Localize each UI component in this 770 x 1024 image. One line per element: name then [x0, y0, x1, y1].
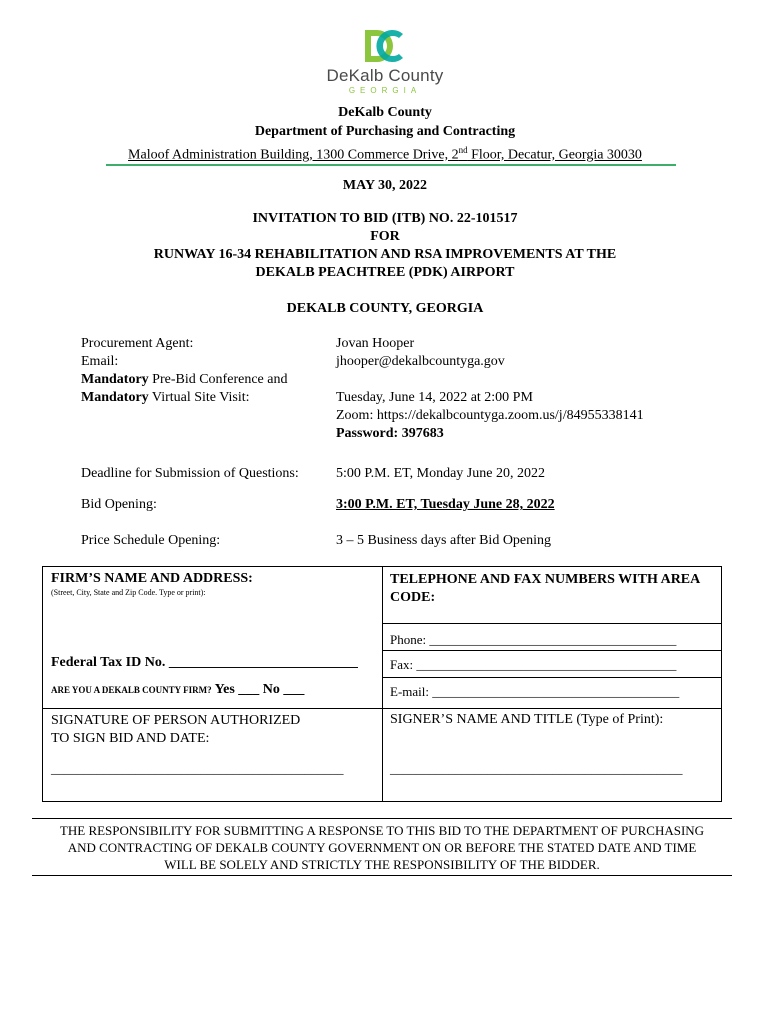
- conference-label-1: [81, 371, 287, 389]
- bidder-form: [42, 566, 722, 802]
- signer-title: SIGNER’S NAME AND TITLE (Type of Print):: [390, 712, 664, 727]
- signature-line[interactable]: _____________________________________________: [51, 761, 344, 776]
- logo-name: DeKalb County: [326, 66, 444, 85]
- firm-cell: [43, 567, 383, 709]
- org-name: DeKalb County: [338, 105, 432, 120]
- itb-line2: FOR: [370, 229, 400, 244]
- email-label: Email:: [81, 354, 119, 369]
- signer-cell: [383, 709, 722, 802]
- sig-title-1: SIGNATURE OF PERSON AUTHORIZED: [51, 713, 301, 728]
- document-header: [0, 103, 770, 165]
- header-divider: [106, 164, 676, 166]
- opening-label: Bid Opening:: [81, 497, 157, 512]
- address-post: Floor, Decatur, Georgia 30030: [467, 147, 642, 163]
- agent-value: Jovan Hooper: [336, 336, 415, 351]
- signer-line[interactable]: _____________________________________________: [390, 761, 683, 776]
- responsibility-notice: [32, 818, 732, 876]
- address-pre: Maloof Administration Building, 1300 Commerce Drive, 2: [128, 147, 459, 163]
- conference-label-2: [81, 389, 250, 407]
- dekalb-firm-question[interactable]: [51, 682, 304, 698]
- itb-line4: DEKALB PEACHTREE (PDK) AIRPORT: [255, 265, 515, 280]
- itb-title: [0, 210, 770, 282]
- itb-line3: RUNWAY 16-34 REHABILITATION AND RSA IMPROVEMENTS AT THE: [153, 247, 617, 262]
- zoom-password: Password: 397683: [336, 426, 444, 441]
- notice-line1: THE RESPONSIBILITY FOR SUBMITTING A RESPONSE TO THIS BID TO THE DEPARTMENT OF PURCHASING: [59, 823, 705, 838]
- zoom-link: Zoom: https://dekalbcountyga.zoom.us/j/84955338141: [336, 408, 644, 423]
- sig-title-2: TO SIGN BID AND DATE:: [51, 731, 210, 746]
- tax-id-field[interactable]: Federal Tax ID No. ___________________________: [51, 655, 358, 670]
- dept-name: Department of Purchasing and Contracting: [254, 124, 516, 139]
- notice-line3: WILL BE SOLELY AND STRICTLY THE RESPONSIBILITY OF THE BIDDER.: [164, 857, 600, 872]
- agent-label: Procurement Agent:: [81, 336, 194, 351]
- yes-no-options: Yes ___ No ___: [211, 682, 305, 697]
- email-value: jhooper@dekalbcountyga.gov: [336, 354, 505, 369]
- issue-date: MAY 30, 2022: [342, 178, 428, 193]
- fax-field[interactable]: Fax: ________________________________________: [383, 650, 721, 673]
- conf-rest-2: Virtual Site Visit:: [148, 390, 250, 405]
- firm-hint: (Street, City, State and Zip Code. Type or print):: [51, 588, 206, 597]
- dc-logo-icon: [363, 28, 407, 64]
- conf-rest-1: Pre-Bid Conference and: [148, 372, 288, 387]
- email-field[interactable]: E-mail: ______________________________________: [383, 677, 721, 700]
- dekalb-q-text: ARE YOU A DEKALB COUNTY FIRM?: [51, 685, 212, 695]
- phone-field[interactable]: Phone: ______________________________________: [383, 623, 721, 648]
- conf-bold-2: Mandatory: [81, 390, 149, 405]
- notice-line2: AND CONTRACTING OF DEKALB COUNTY GOVERNMENT ON OR BEFORE THE STATED DATE AND TIME: [67, 840, 697, 855]
- price-value: 3 – 5 Business days after Bid Opening: [336, 533, 552, 548]
- price-label: Price Schedule Opening:: [81, 533, 221, 548]
- phone-title: TELEPHONE AND FAX NUMBERS WITH AREA CODE:: [390, 572, 700, 605]
- dekalb-logo: [0, 28, 770, 95]
- logo-subtitle: GEORGIA: [348, 86, 422, 95]
- conference-date: Tuesday, June 14, 2022 at 2:00 PM: [336, 390, 533, 405]
- questions-label: Deadline for Submission of Questions:: [81, 466, 299, 481]
- signature-title: [51, 712, 300, 748]
- address: [0, 141, 770, 165]
- itb-line1: INVITATION TO BID (ITB) NO. 22-101517: [252, 211, 518, 226]
- questions-value: 5:00 P.M. ET, Monday June 20, 2022: [336, 466, 545, 481]
- opening-value: 3:00 P.M. ET, Tuesday June 28, 2022: [336, 497, 555, 512]
- phone-cell: [383, 567, 722, 709]
- conf-bold-1: Mandatory: [81, 372, 149, 387]
- firm-title: FIRM’S NAME AND ADDRESS:: [51, 571, 253, 586]
- signature-cell: [43, 709, 383, 802]
- county-heading: DEKALB COUNTY, GEORGIA: [286, 301, 484, 316]
- address-sup: nd: [458, 145, 468, 155]
